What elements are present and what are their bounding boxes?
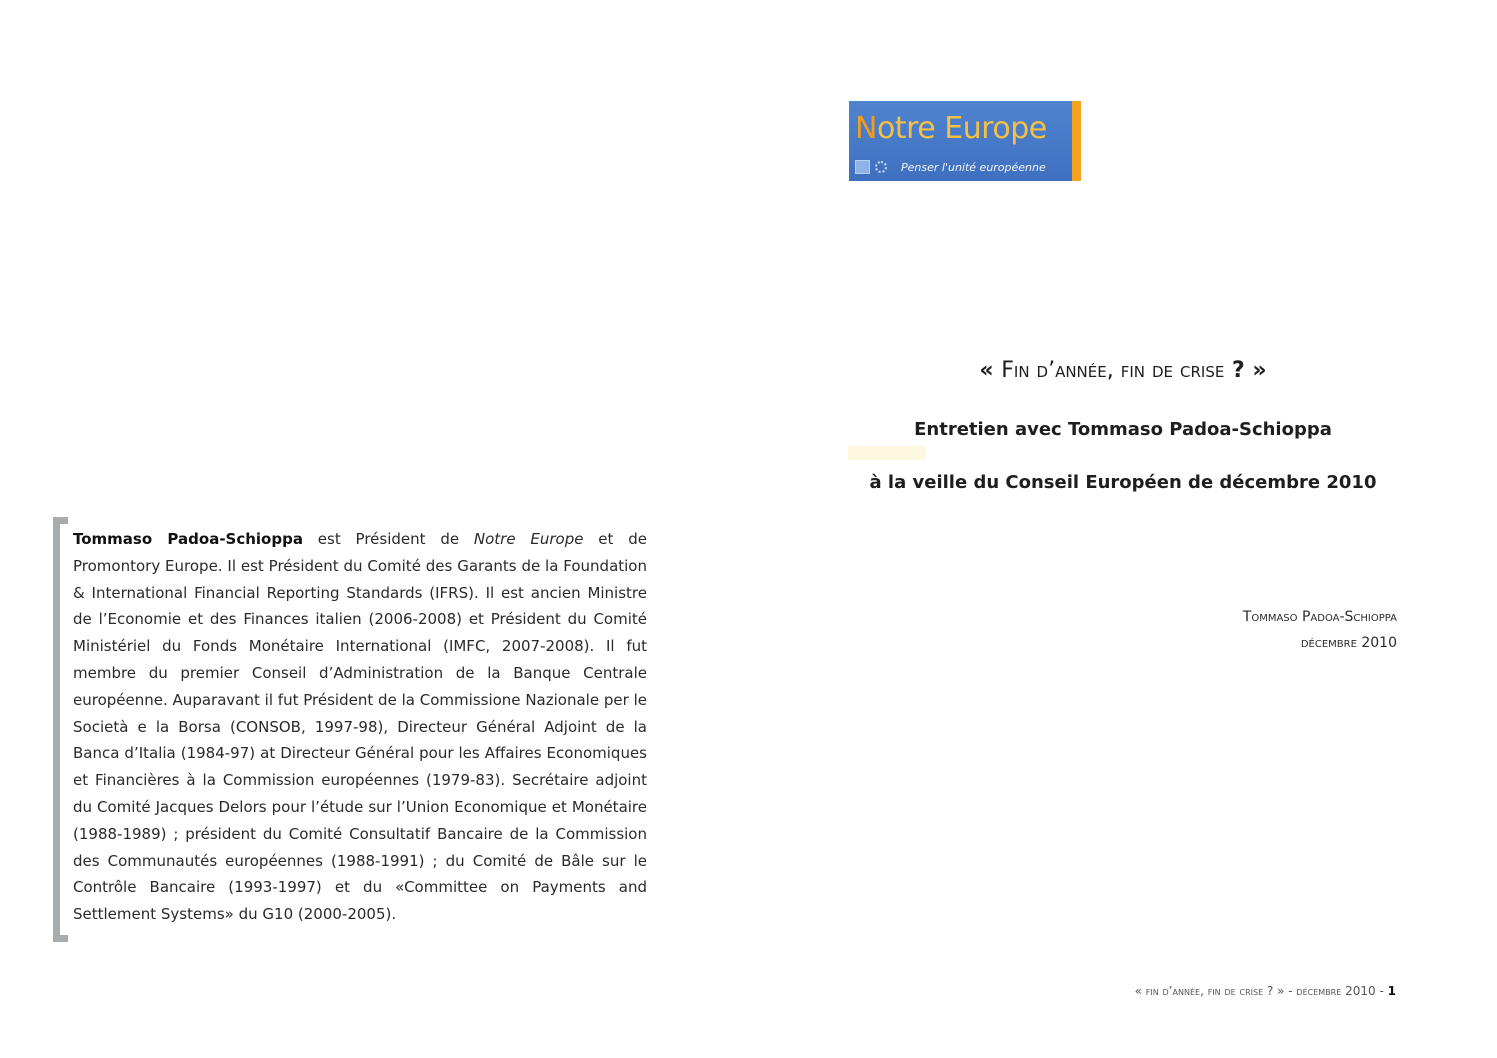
page-number: 1: [1387, 984, 1396, 998]
footer-year: 2010: [1345, 984, 1376, 998]
date-byline: [1301, 635, 1397, 651]
footer-separator: -: [1375, 984, 1388, 998]
bio-text-2: et de Promontory Europe. Il est Président du Comité des Garants de la Foundation & International Financial Reporting Standards (IFRS). Il est ancien Ministre de l’Economie et des Finances italien (2006-2008) et Président du Comité Ministériel du Fonds Monétaire International (IMFC, 2007-2008). Il fut membre du premier Conseil d’Administration de la Banque Centrale européenne. Auparavant il fut Président de la Commissione Nazionale per le Società e la Borsa (CONSOB, 1997-98), Directeur Général Adjoint de la Banca d’Italia (1984-97) at Directeur Général pour les Affaires Economiques et Financières à la Commission européennes (1979-83). Secrétaire adjoint du Comité Jacques Delors pour l’étude sur l’Union Economique et Monétaire (1988-1989) ; président du Comité Consultatif Bancaire de la Commission des Communautés européennes (1988-1991) ; du Comité de Bâle sur le Contrôle Bancaire (1993-1997) et du «Committee on Payments and Settlement Systems» du G10 (2000-2005).: [73, 530, 647, 924]
author-name: Tommaso Padoa-Schioppa: [1242, 609, 1397, 625]
flag-icon: [855, 160, 870, 174]
bio-org: Notre Europe: [473, 530, 584, 548]
logo-wordmark: [855, 111, 1047, 146]
logo-name-rest: otre Europe: [876, 111, 1047, 146]
bio-bracket: [53, 517, 68, 942]
author-bio: [73, 526, 647, 928]
bio-text-1: est Président de: [302, 530, 474, 548]
title-text: Fin d’année, fin de crise: [1001, 358, 1225, 383]
subtitle-context: à la veille du Conseil Européen de décembre 2010: [869, 472, 1377, 493]
bio-name: Tommaso Padoa-Schioppa: [73, 530, 303, 548]
eu-stars-icon: [875, 161, 887, 173]
footer-running-title: « fin d’année, fin de crise ? » - décembre: [1134, 984, 1342, 998]
logo-tagline: Penser l'unité européenne: [901, 160, 1046, 174]
notre-europe-logo: [849, 101, 1081, 181]
logo-initial: N: [855, 111, 877, 146]
page-footer: [1135, 984, 1396, 998]
highlight-mark: [848, 446, 926, 460]
subtitle-interview: Entretien avec Tommaso Padoa-Schioppa: [914, 419, 1332, 440]
title-open-quote: «: [979, 358, 1002, 383]
title-close: ? »: [1224, 358, 1267, 383]
date-text: décembre 2010: [1300, 635, 1397, 651]
author-byline: [1243, 609, 1397, 625]
logo-tagline-row: [855, 159, 1046, 175]
document-title: [848, 358, 1398, 383]
